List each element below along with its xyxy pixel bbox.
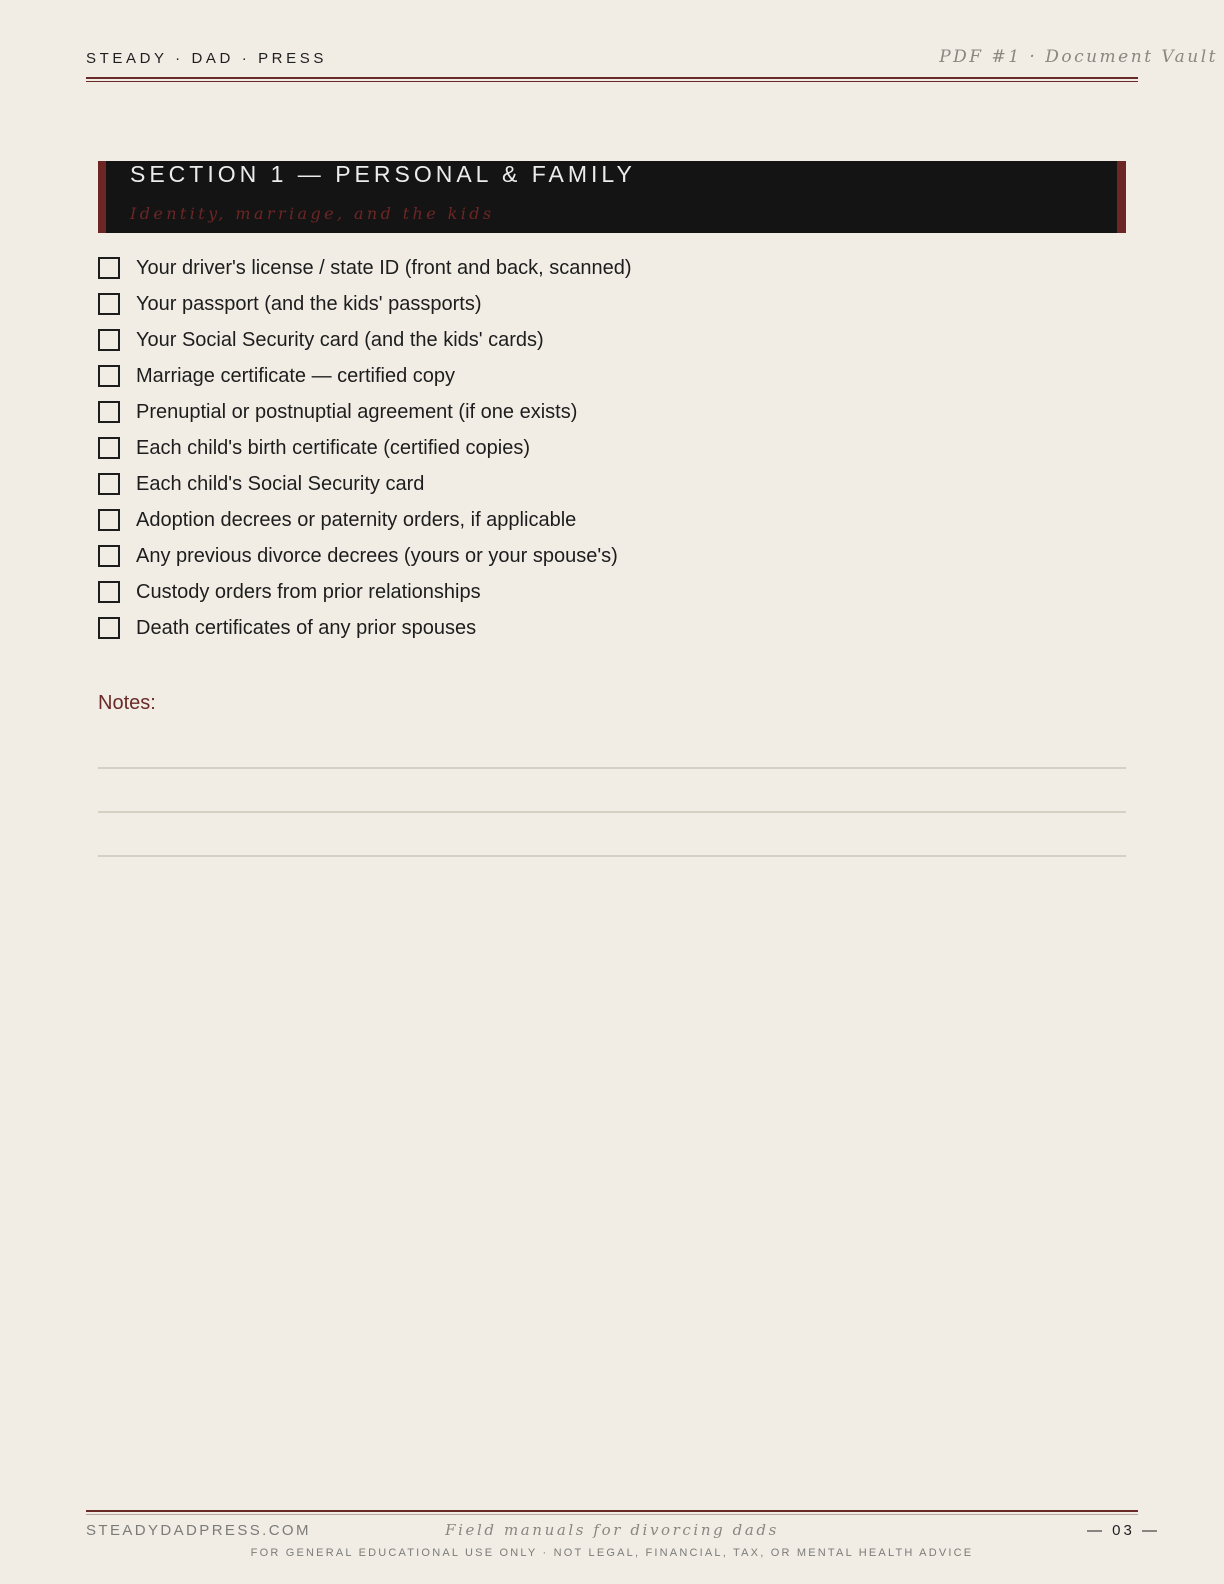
document-label: PDF #1 · Document Vault [939, 47, 1218, 67]
checkbox[interactable] [98, 617, 120, 639]
checkbox[interactable] [98, 257, 120, 279]
checkbox[interactable] [98, 473, 120, 495]
checklist-item[interactable] [98, 502, 632, 538]
checklist-item[interactable] [98, 430, 632, 466]
brand-name: STEADY · DAD · PRESS [86, 50, 327, 67]
footer-disclaimer: FOR GENERAL EDUCATIONAL USE ONLY · NOT LEGAL, FINANCIAL, TAX, OR MENTAL HEALTH ADVICE [250, 1547, 974, 1559]
checkbox[interactable] [98, 293, 120, 315]
footer-tagline: Field manuals for divorcing dads [445, 1521, 779, 1539]
checklist-item-label: Your passport (and the kids' passports) [136, 292, 482, 315]
checklist-item-label: Each child's birth certificate (certified copies) [136, 436, 530, 459]
checklist-item-label: Death certificates of any prior spouses [136, 616, 477, 639]
checklist-item-label: Custody orders from prior relationships [136, 580, 481, 603]
section-subtitle: Identity, marriage, and the kids [130, 204, 495, 223]
checklist-item-label: Prenuptial or postnuptial agreement (if one exists) [136, 400, 578, 423]
notes-line[interactable] [98, 767, 1126, 769]
checklist-item-label: Your driver's license / state ID (front and back, scanned) [136, 256, 632, 279]
checklist-item[interactable] [98, 466, 632, 502]
section-title: SECTION 1 — PERSONAL & FAMILY [130, 161, 636, 187]
checklist-item[interactable] [98, 250, 632, 286]
checklist-item-label: Your Social Security card (and the kids' cards) [136, 328, 544, 351]
checklist-item[interactable] [98, 286, 632, 322]
document-checklist [98, 250, 632, 646]
checkbox[interactable] [98, 401, 120, 423]
page-number: — 03 — [1086, 1522, 1160, 1539]
notes-line[interactable] [98, 855, 1126, 857]
checkbox[interactable] [98, 437, 120, 459]
checklist-item[interactable] [98, 538, 632, 574]
checklist-item-label: Adoption decrees or paternity orders, if applicable [136, 508, 577, 531]
section-banner [98, 161, 1126, 233]
checkbox[interactable] [98, 581, 120, 603]
header-divider [86, 77, 1138, 82]
checkbox[interactable] [98, 509, 120, 531]
checkbox[interactable] [98, 329, 120, 351]
checklist-item[interactable] [98, 610, 632, 646]
notes-label: Notes: [98, 692, 156, 714]
checklist-item-label: Each child's Social Security card [136, 472, 425, 495]
checklist-item[interactable] [98, 394, 632, 430]
checklist-item-label: Any previous divorce decrees (yours or your spouse's) [136, 544, 618, 567]
checklist-item[interactable] [98, 322, 632, 358]
checklist-item[interactable] [98, 358, 632, 394]
notes-line[interactable] [98, 811, 1126, 813]
checklist-item-label: Marriage certificate — certified copy [136, 364, 456, 387]
footer-website: STEADYDADPRESS.COM [86, 1522, 311, 1539]
checkbox[interactable] [98, 365, 120, 387]
footer-divider [86, 1510, 1138, 1515]
checklist-item[interactable] [98, 574, 632, 610]
checkbox[interactable] [98, 545, 120, 567]
